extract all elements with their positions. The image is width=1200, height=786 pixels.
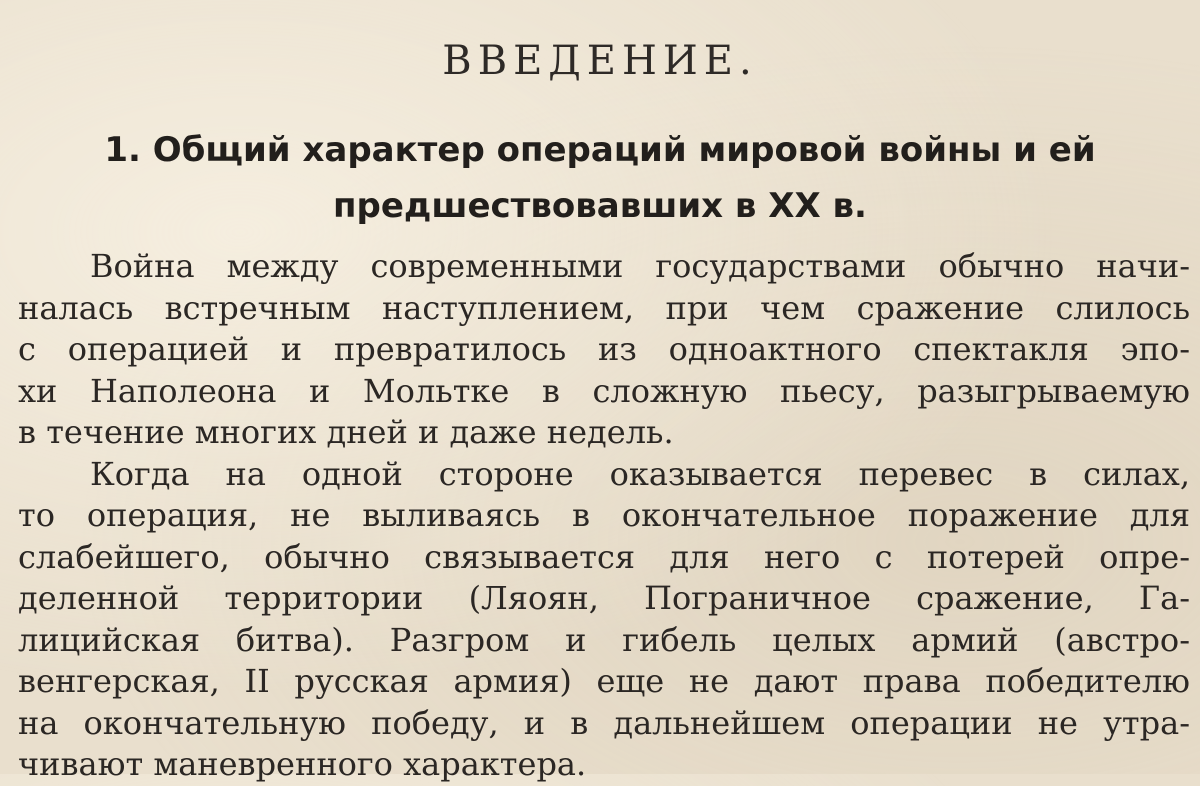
page-heading: ВВЕДЕНИЕ. [442,38,758,84]
text-line: Когда на одной стороне оказывается перевес в силах, [90,454,1190,493]
section-title [20,122,1180,234]
text-line: с операцией и превратилось из одноактного спектакля эпо- [18,330,1190,368]
text-line: чивают маневренного характера. [18,745,587,783]
text-line: то операция, не выливаясь в окончательное поражение для [18,496,1190,534]
body-text [18,246,1190,786]
paragraph-1 [18,246,1190,454]
text-line: хи Наполеона и Мольтке в сложную пьесу, разыгрываемую [18,371,1190,410]
text-line: налась встречным наступлением, при чем сражение слилось [18,288,1190,327]
text-line: слабейшего, обычно связывается для него с потерей опре- [18,537,1190,576]
text-line: в течение многих дней и даже недель. [18,413,674,451]
paragraph-2 [18,454,1190,786]
text-line: венгерская, II русская армия) еще не дают права победителю [18,662,1190,700]
text-line: деленной территории (Ляоян, Пограничное сражение, Га- [18,579,1190,617]
text-line: Война между современными государствами обычно начи- [90,247,1190,285]
section-title-line-2: предшествовавших в XX в. [333,186,867,226]
section-title-line-1: 1. Общий характер операций мировой войны и ей [104,130,1096,170]
text-line: лицийская битва). Разгром и гибель целых армий (австро- [18,620,1190,659]
text-line: на окончательную победу, и в дальнейшем операции не утра- [18,703,1190,742]
